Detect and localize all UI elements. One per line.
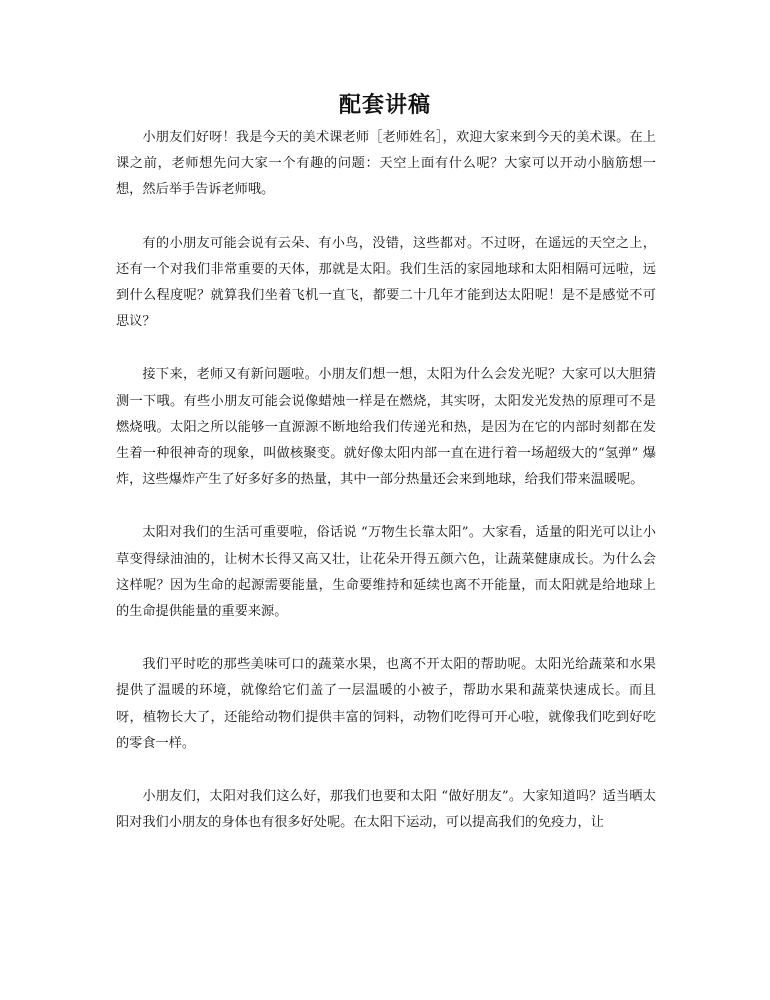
- paragraph-1: 小朋友们好呀！我是今天的美术课老师［老师姓名］，欢迎大家来到今天的美术课。在上课之前，老师想先问大家一个有趣的问题：天空上面有什么呢？大家可以开动小脑筋想一想，然后举手告诉老师哦。: [116, 130, 656, 198]
- paragraph-5: 我们平时吃的那些美味可口的蔬菜水果，也离不开太阳的帮助呢。太阳光给蔬菜和水果提供了温暖的环境，就像给它们盖了一层温暖的小被子，帮助水果和蔬菜快速成长。而且呀，植物长大了，还能给动物们提供丰富的饲料，动物们吃得可开心啦，就像我们吃到好吃的零食一样。: [116, 657, 656, 751]
- document-title: 配套讲稿: [338, 92, 431, 118]
- paragraph-2: 有的小朋友可能会说有云朵、有小鸟，没错，这些都对。不过呀，在遥远的天空之上，还有一个对我们非常重要的天体，那就是太阳。我们生活的家园地球和太阳相隔可远啦，远到什么程度呢？就算我们坐着飞机一直飞，都要二十几年才能到达太阳呢！是不是感觉不可思议？: [116, 235, 656, 330]
- document-body: [116, 125, 656, 863]
- paragraph-4: 太阳对我们的生活可重要啦，俗话说 “万物生长靠太阳”。大家看，适量的阳光可以让小草变得绿油油的，让树木长得又高又壮，让花朵开得五颜六色，让蔬菜健康成长。为什么会这样呢？因为生命的起源需要能量，生命要维持和延续也离不开能量，而太阳就是给地球上的生命提供能量的重要来源。: [116, 525, 656, 620]
- paragraph-6: 小朋友们，太阳对我们这么好，那我们也要和太阳 “做好朋友”。大家知道吗？适当晒太阳对我们小朋友的身体也有很多好处呢。在太阳下运动，可以提高我们的免疫力，让: [116, 789, 656, 831]
- paragraph-3: 接下来，老师又有新问题啦。小朋友们想一想，太阳为什么会发光呢？大家可以大胆猜测一下哦。有些小朋友可能会说像蜡烛一样是在燃烧，其实呀，太阳发光发热的原理可不是燃烧哦。太阳之所以能够一直源源不断地给我们传递光和热，是因为在它的内部时刻都在发生着一种很神奇的现象，叫做核聚变。就好像太阳内部一直在进行着一场超级大的“氢弹” 爆炸，这些爆炸产生了好多好多的热量，其中一部分热量还会来到地球，给我们带来温暖呢。: [116, 367, 656, 488]
